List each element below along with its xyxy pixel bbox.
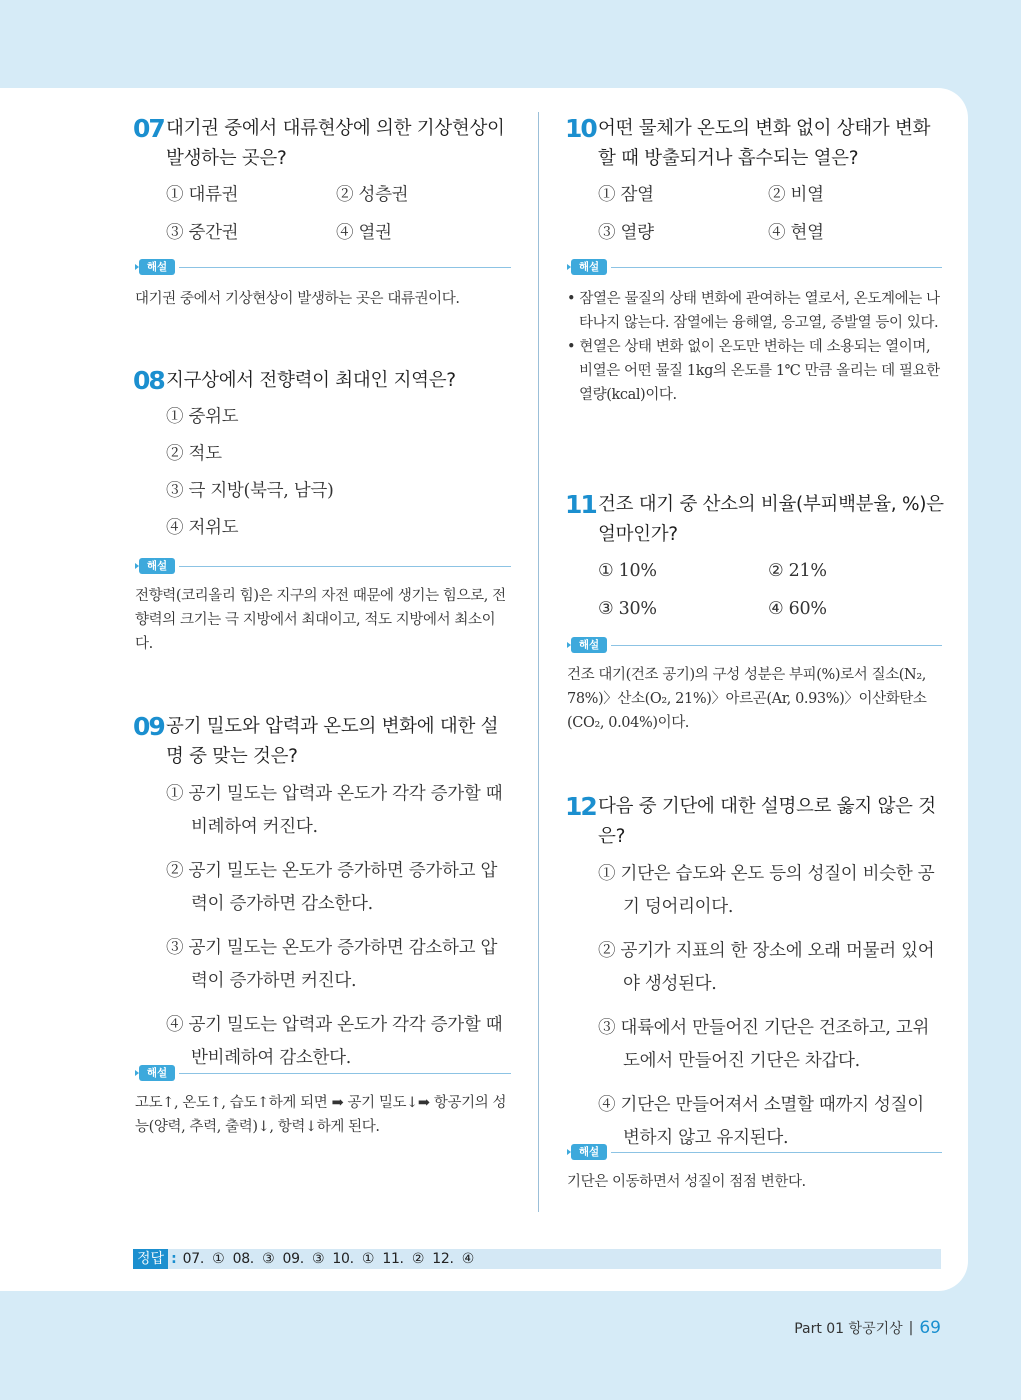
question-11 — [565, 490, 945, 622]
question-text: 건조 대기 중 산소의 비율(부피백분율, %)은 얼마인가? — [598, 494, 944, 545]
question-number: 07 — [133, 114, 164, 143]
explanation-badge: 해설 — [571, 637, 607, 653]
option-1[interactable]: ① 기단은 습도와 온도 등의 성질이 비슷한 공기 덩어리이다. — [598, 864, 935, 917]
question-number: 12 — [565, 792, 596, 821]
option-1[interactable]: ① 잠열 — [598, 185, 654, 205]
option-4[interactable]: ④ 현열 — [768, 223, 824, 243]
option-3[interactable]: ③ 열량 — [598, 223, 654, 243]
question-text: 대기권 중에서 대류현상에 의한 기상현상이 발생하는 곳은? — [166, 118, 505, 169]
option-2[interactable]: ② 21% — [768, 561, 827, 581]
question-09 — [133, 712, 513, 1086]
option-1[interactable]: ① 중위도 — [166, 407, 239, 427]
question-number: 10 — [565, 114, 596, 143]
option-2[interactable]: ② 성층권 — [336, 185, 409, 205]
explanation-text: 전향력(코리올리 힘)은 지구의 자전 때문에 생기는 힘으로, 전향력의 크기는 극 지방에서 최대이고, 적도 지방에서 최소이다. — [135, 588, 506, 652]
explanation-text: 건조 대기(건조 공기)의 구성 성분은 부피(%)로서 질소(N₂, 78%)〉산소(O₂, 21%)〉아르곤(Ar, 0.93%)〉이산화탄소(CO₂, 0.04%)이다. — [567, 667, 927, 731]
option-3[interactable]: ③ 중간권 — [166, 223, 239, 243]
option-3[interactable]: ③ 대륙에서 만들어진 기단은 건조하고, 고위도에서 만들어진 기단은 차갑다. — [598, 1018, 930, 1071]
option-2[interactable]: ② 공기 밀도는 온도가 증가하면 증가하고 압력이 증가하면 감소한다. — [166, 861, 498, 914]
option-4[interactable]: ④ 공기 밀도는 압력과 온도가 각각 증가할 때 반비례하여 감소한다. — [166, 1015, 503, 1068]
answer-colon: : — [171, 1251, 177, 1267]
explanation-badge: 해설 — [139, 1065, 175, 1081]
explanation-badge: 해설 — [571, 259, 607, 275]
option-4[interactable]: ④ 열권 — [336, 223, 392, 243]
explanation-bullet: • 현열은 상태 변화 없이 온도만 변하는 데 소용되는 열이며, 비열은 어떤 물질 1kg의 온도를 1℃ 만큼 올리는 데 필요한 열량(kcal)이다. — [567, 339, 940, 403]
option-1[interactable]: ① 대류권 — [166, 185, 239, 205]
option-1[interactable]: ① 10% — [598, 561, 657, 581]
option-4[interactable]: ④ 저위도 — [166, 518, 239, 538]
question-text: 어떤 물체가 온도의 변화 없이 상태가 변화할 때 방출되거나 흡수되는 열은? — [598, 118, 931, 169]
footer-separator: | — [908, 1320, 914, 1336]
answer-text: 07. ① 08. ③ 09. ③ 10. ① 11. ② 12. ④ — [182, 1251, 475, 1267]
question-12 — [565, 792, 945, 1166]
answer-bar — [133, 1249, 941, 1269]
page-footer — [794, 1318, 941, 1338]
question-number: 11 — [565, 490, 596, 519]
explanation-09 — [135, 1065, 511, 1139]
answer-label: 정답 — [133, 1249, 168, 1269]
option-3[interactable]: ③ 극 지방(북극, 남극) — [166, 481, 334, 501]
option-4[interactable]: ④ 기단은 만들어져서 소멸할 때까지 성질이 변하지 않고 유지된다. — [598, 1095, 924, 1148]
explanation-text: 대기권 중에서 기상현상이 발생하는 곳은 대류권이다. — [135, 291, 460, 307]
question-number: 09 — [133, 712, 164, 741]
question-10 — [565, 114, 945, 246]
footer-part: Part 01 항공기상 — [794, 1321, 903, 1337]
question-08 — [133, 366, 513, 552]
question-07 — [133, 114, 513, 246]
question-number: 08 — [133, 366, 164, 395]
column-divider — [538, 112, 539, 1212]
question-text: 다음 중 기단에 대한 설명으로 옳지 않은 것은? — [598, 796, 936, 847]
question-text: 공기 밀도와 압력과 온도의 변화에 대한 설명 중 맞는 것은? — [166, 716, 499, 767]
explanation-badge: 해설 — [571, 1144, 607, 1160]
option-1[interactable]: ① 공기 밀도는 압력과 온도가 각각 증가할 때 비례하여 커진다. — [166, 784, 503, 837]
explanation-text: 기단은 이동하면서 성질이 점점 변한다. — [567, 1174, 806, 1190]
explanation-badge: 해설 — [139, 558, 175, 574]
explanation-07 — [135, 259, 511, 311]
question-text: 지구상에서 전향력이 최대인 지역은? — [166, 370, 456, 391]
explanation-11 — [567, 637, 942, 735]
option-2[interactable]: ② 비열 — [768, 185, 824, 205]
option-2[interactable]: ② 공기가 지표의 한 장소에 오래 머물러 있어야 생성된다. — [598, 941, 935, 994]
explanation-12 — [567, 1144, 942, 1194]
page-number: 69 — [919, 1318, 941, 1338]
explanation-bullet: • 잠열은 물질의 상태 변화에 관여하는 열로서, 온도계에는 나타나지 않는다. 잠열에는 융해열, 응고열, 증발열 등이 있다. — [567, 291, 940, 331]
option-4[interactable]: ④ 60% — [768, 599, 827, 619]
option-3[interactable]: ③ 30% — [598, 599, 657, 619]
explanation-text: 고도↑, 온도↑, 습도↑하게 되면 ➡ 공기 밀도↓➡ 항공기의 성능(양력, 추력, 출력)↓, 항력↓하게 된다. — [135, 1095, 507, 1135]
explanation-10 — [567, 259, 942, 407]
option-3[interactable]: ③ 공기 밀도는 온도가 증가하면 감소하고 압력이 증가하면 커진다. — [166, 938, 498, 991]
explanation-badge: 해설 — [139, 259, 175, 275]
explanation-08 — [135, 558, 511, 656]
option-2[interactable]: ② 적도 — [166, 444, 222, 464]
